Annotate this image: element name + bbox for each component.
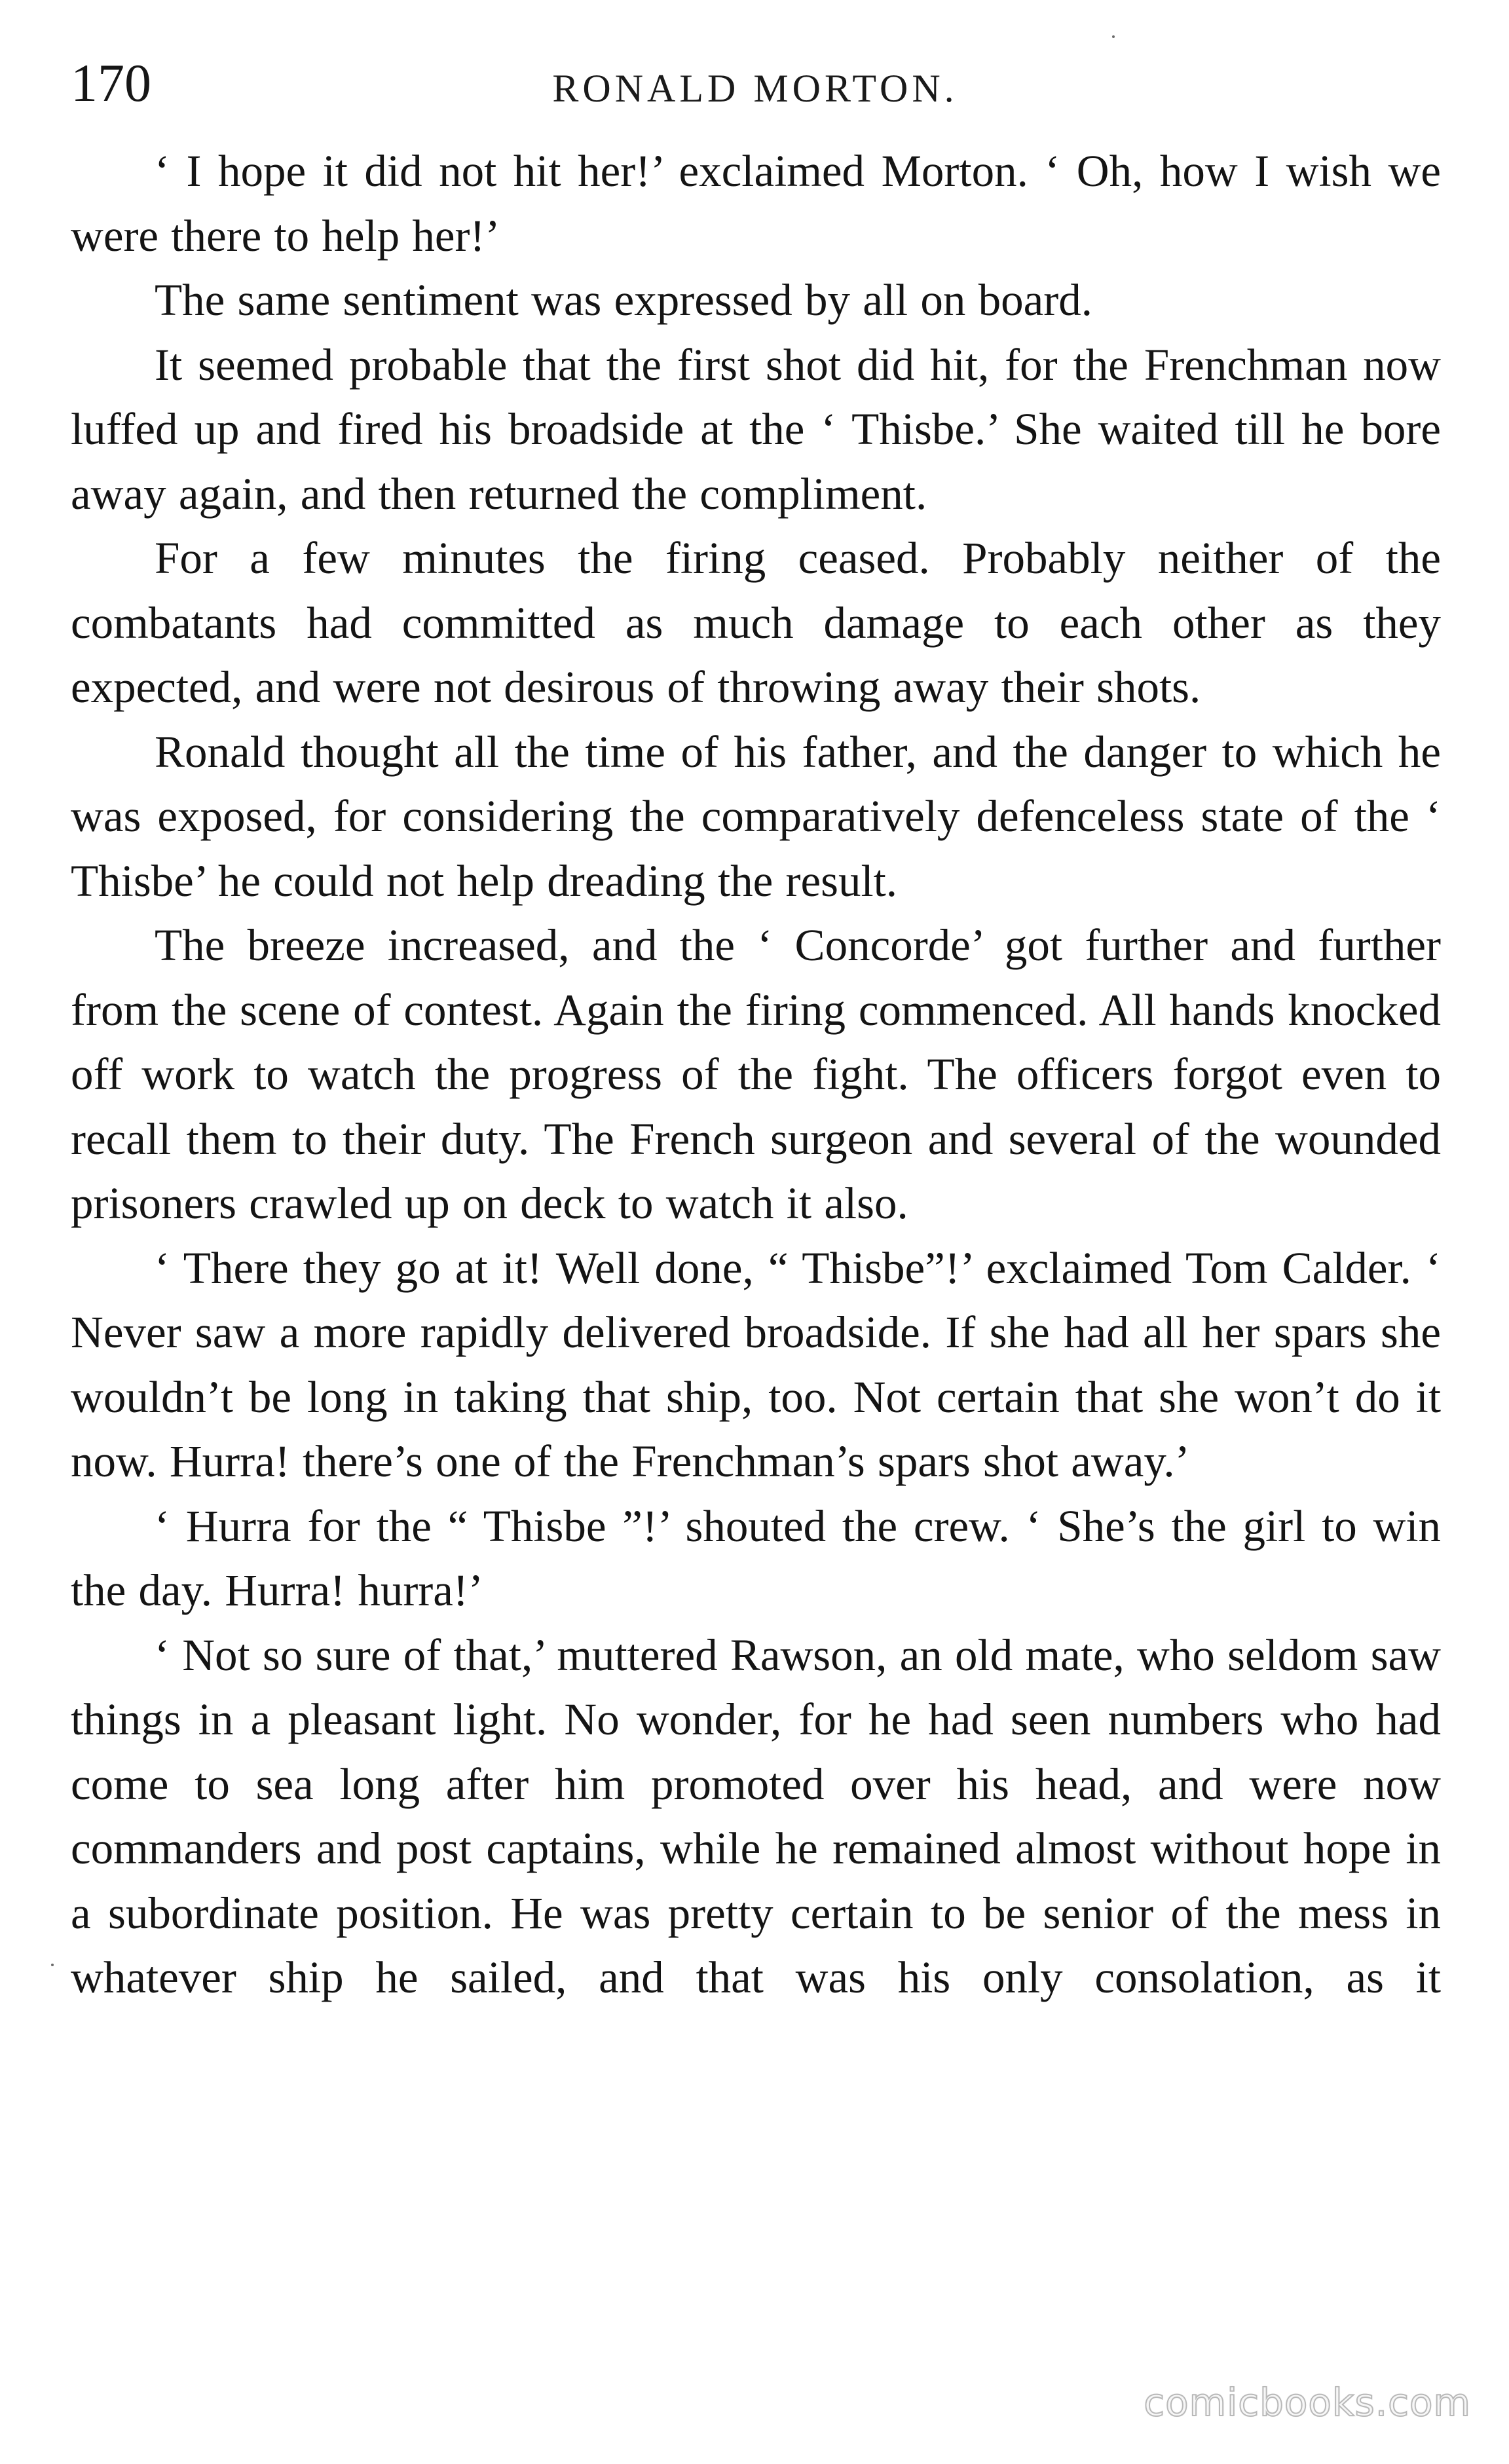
page-number: 170 (71, 53, 151, 113)
paragraph: For a few minutes the firing ceased. Probably neither of the combatants had committed as much damage to each other as they expected, and were not desirous of throwing away their shots. (71, 533, 1441, 712)
running-head (71, 47, 1440, 119)
paragraph: ‘ Not so sure of that,’ muttered Rawson, an old mate, who seldom saw things in a pleasant light. No wonder, for he had seen numbers who had come to sea long after him promoted over his head, and were now commanders and post captains, while he remained almost without hope in a subordinate position. He was pretty certain to be senior of the mess in whatever ship he sailed, and that was his only consolation, as it (71, 1630, 1441, 2002)
paragraph: The breeze increased, and the ‘ Concorde’ got further and further from the scene of contest. Again the firing commenced. All hands knocked off work to watch the progress of the fight. The officers forgot even to recall them to their duty. The French surgeon and several of the wounded prisoners crawled up on deck to watch it also. (71, 920, 1441, 1228)
paragraph: Ronald thought all the time of his father, and the danger to which he was exposed, for considering the comparatively defenceless state of the ‘ Thisbe’ he could not help dreading the result. (71, 726, 1441, 906)
paragraph: ‘ There they go at it! Well done, “ Thisbe”!’ exclaimed Tom Calder. ‘ Never saw a more rapidly delivered broadside. If she had all her spars she wouldn’t be long in taking that ship, too. Not certain that she won’t do it now. Hurra! there’s one of the Frenchman’s spars shot away.’ (71, 1242, 1441, 1486)
paragraph: ‘ Hurra for the “ Thisbe ”!’ shouted the crew. ‘ She’s the girl to win the day. Hurra! hurra!’ (71, 1501, 1441, 1615)
running-title: RONALD MORTON. (552, 67, 958, 110)
paragraph: The same sentiment was expressed by all on board. (155, 275, 1093, 325)
paragraph: ‘ I hope it did not hit her!’ exclaimed Morton. ‘ Oh, how I wish we were there to help her!’ (71, 146, 1441, 261)
body-text (71, 139, 1441, 2010)
paragraph: It seemed probable that the first shot did hit, for the Frenchman now luffed up and fired his broadside at the ‘ Thisbe.’ She waited till he bore away again, and then returned the compliment. (71, 339, 1441, 519)
print-speck (1112, 35, 1115, 38)
print-speck (51, 1964, 54, 1966)
watermark: comicbooks.com (1144, 2380, 1471, 2425)
